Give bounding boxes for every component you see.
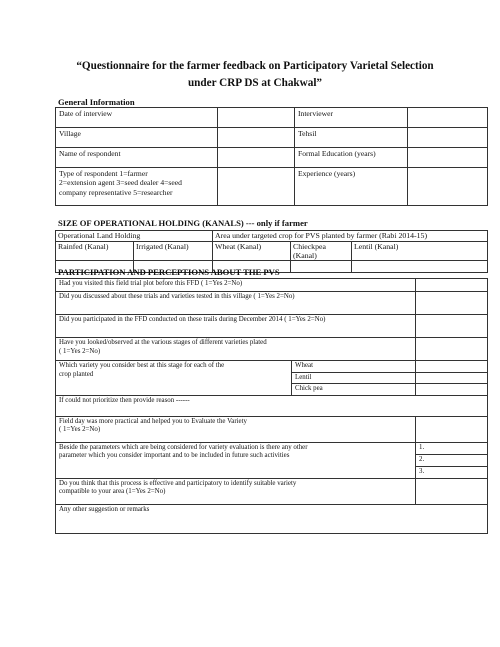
village-field[interactable] [218,128,295,148]
q-discussed-trials-answer[interactable] [416,292,488,315]
general-info-table [55,107,488,206]
date-of-interview-label: Date of interview [56,108,218,128]
crop-wheat-label: Wheat [292,361,416,373]
q-best-variety: Which variety you consider best at this stage for each of the crop planted [56,361,292,396]
lentil-header: Lentil (Kanal) [352,242,488,261]
title-line-2: under CRP DS at Chakwal” [187,77,323,89]
q-observed-stages-answer[interactable] [416,338,488,361]
experience-field[interactable] [408,168,488,206]
parameter-option-3[interactable]: 3. [416,466,488,478]
q-participated-ffd-answer[interactable] [416,315,488,338]
formal-education-label: Formal Education (years) [295,148,408,168]
chickpea-header: Chieckpea (Kanal) [291,242,352,261]
q-visited-plot-answer[interactable] [416,279,488,292]
respondent-type-label: Type of respondent 1=farmer 2=extension agent 3=seed dealer 4=seed company representative 5=researcher [56,168,218,206]
respondent-name-label: Name of respondent [56,148,218,168]
parameter-option-2[interactable]: 2. [416,454,488,466]
crop-wheat-answer[interactable] [416,361,488,373]
respondent-type-field[interactable] [218,168,295,206]
q-visited-plot: Had you visited this field trial plot before this FFD ( 1=Yes 2=No) [56,279,416,292]
experience-label: Experience (years) [295,168,408,206]
q-discussed-trials: Did you discussed about these trials and varieties tested in this village ( 1=Yes 2=No) [56,292,416,315]
chickpea-field[interactable] [291,261,352,273]
holding-heading: SIZE OF OPERATIONAL HOLDING (KANALS) --- only if farmer [58,218,308,228]
general-info-heading: General Information [58,97,135,107]
q-prioritize-reason: If could not prioritize then provide reason ------ [56,395,488,416]
q-suggestions-remarks[interactable]: Any other suggestion or remarks [56,504,488,533]
respondent-name-field[interactable] [218,148,295,168]
q-field-day-practical-answer[interactable] [416,416,488,442]
crop-lentil-answer[interactable] [416,372,488,384]
tehsil-field[interactable] [408,128,488,148]
interviewer-field[interactable] [408,108,488,128]
lentil-field[interactable] [352,261,488,273]
q-other-parameters: Beside the parameters which are being considered for variety evaluation is there any other parameter which you consider important and to be included in future such activities [56,442,416,478]
crop-lentil-label: Lentil [292,372,416,384]
document-title [40,58,470,92]
q-process-effective-answer[interactable] [416,478,488,504]
pvs-area-header: Area under targeted crop for PVS planted by farmer (Rabi 2014-15) [213,231,488,242]
crop-chickpea-answer[interactable] [416,384,488,396]
pvs-table [55,278,488,534]
q-observed-stages: Have you looked/observed at the various stages of different varieties plated ( 1=Yes 2=No) [56,338,416,361]
crop-chickpea-label: Chick pea [292,384,416,396]
q-field-day-practical: Field day was more practical and helped you to Evaluate the Variety ( 1=Yes 2=No) [56,416,416,442]
q-participated-ffd: Did you participated in the FFD conducted on these trails during December 2014 ( 1=Yes 2=No) [56,315,416,338]
title-line-1: “Questionnaire for the farmer feedback on Participatory Varietal Selection [76,60,434,72]
date-of-interview-field[interactable] [218,108,295,128]
irrigated-header: Irrigated (Kanal) [134,242,213,261]
wheat-header: Wheat (Kanal) [213,242,291,261]
pvs-heading: PARTICIPATION AND PERCEPTIONS ABOUT THE PVS [58,267,280,277]
rainfed-header: Rainfed (Kanal) [56,242,134,261]
q-process-effective: Do you think that this process is effective and participatory to identify suitable variety compatible to your area (1=Yes 2=No) [56,478,416,504]
interviewer-label: Interviewer [295,108,408,128]
parameter-option-1[interactable]: 1. [416,442,488,454]
tehsil-label: Tehsil [295,128,408,148]
village-label: Village [56,128,218,148]
operational-holding-header: Operational Land Holding [56,231,213,242]
formal-education-field[interactable] [408,148,488,168]
